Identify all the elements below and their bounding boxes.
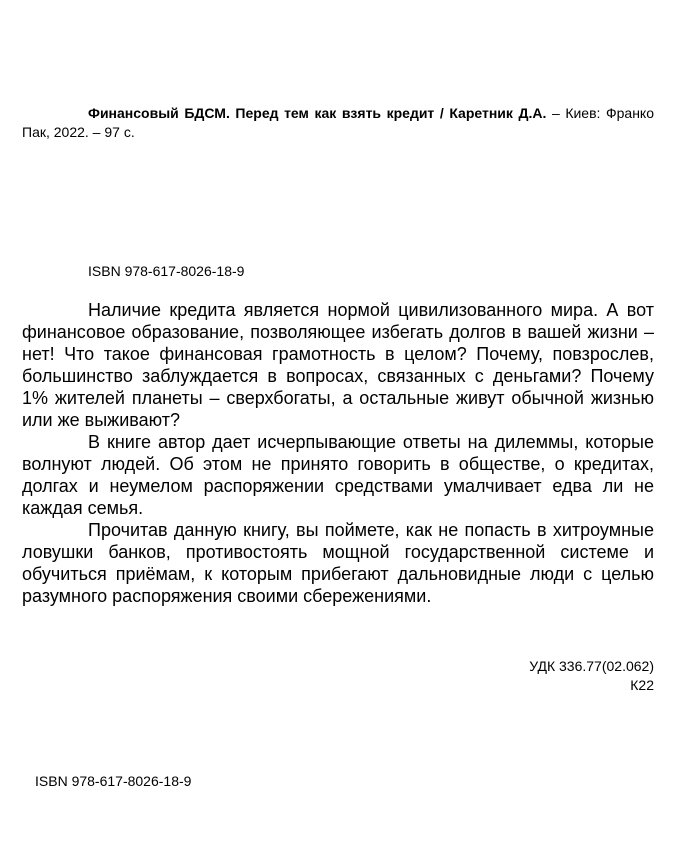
book-author: Каретник Д.А.	[449, 105, 547, 121]
abstract-paragraph: Прочитав данную книгу, вы поймете, как не попасть в хитроумные ловушки банков, противостоять мощной государственной системе и обучиться приёмам, к которым прибегают дальновидные люди с целью разумного распоряжения своими сбережениями.	[22, 520, 654, 606]
bbk-code: К22	[630, 677, 654, 693]
author-separator: /	[434, 105, 450, 121]
bibliographic-record	[22, 104, 654, 142]
classification-codes	[529, 657, 654, 695]
publication-info: Киев: Франко Пак, 2022. – 97 с.	[22, 105, 654, 140]
abstract-paragraph: Наличие кредита является нормой цивилизованного мира. А вот финансовое образование, позволяющее избегать долгов в вашей жизни – нет! Что такое финансовая грамотность в целом? Почему, повзрослев, большинство заблуждается в вопросах, связанных с деньгами? Почему 1% жителей планеты – сверхбогаты, а остальные живут обычной жизнью или же выживают?	[22, 300, 654, 430]
book-title: Финансовый БДСМ. Перед тем как взять кредит	[88, 105, 435, 121]
book-abstract	[22, 299, 654, 607]
record-dash: –	[546, 105, 560, 121]
isbn-bottom: ISBN 978-617-8026-18-9	[35, 773, 192, 789]
udk-code: УДК 336.77(02.062)	[529, 658, 654, 674]
isbn-top: ISBN 978-617-8026-18-9	[88, 263, 245, 279]
abstract-paragraph: В книге автор дает исчерпывающие ответы на дилеммы, которые волнуют людей. Об этом не принято говорить в обществе, о кредитах, долгах и неумелом распоряжении средствами умалчивает едва ли не каждая семья.	[22, 432, 654, 518]
